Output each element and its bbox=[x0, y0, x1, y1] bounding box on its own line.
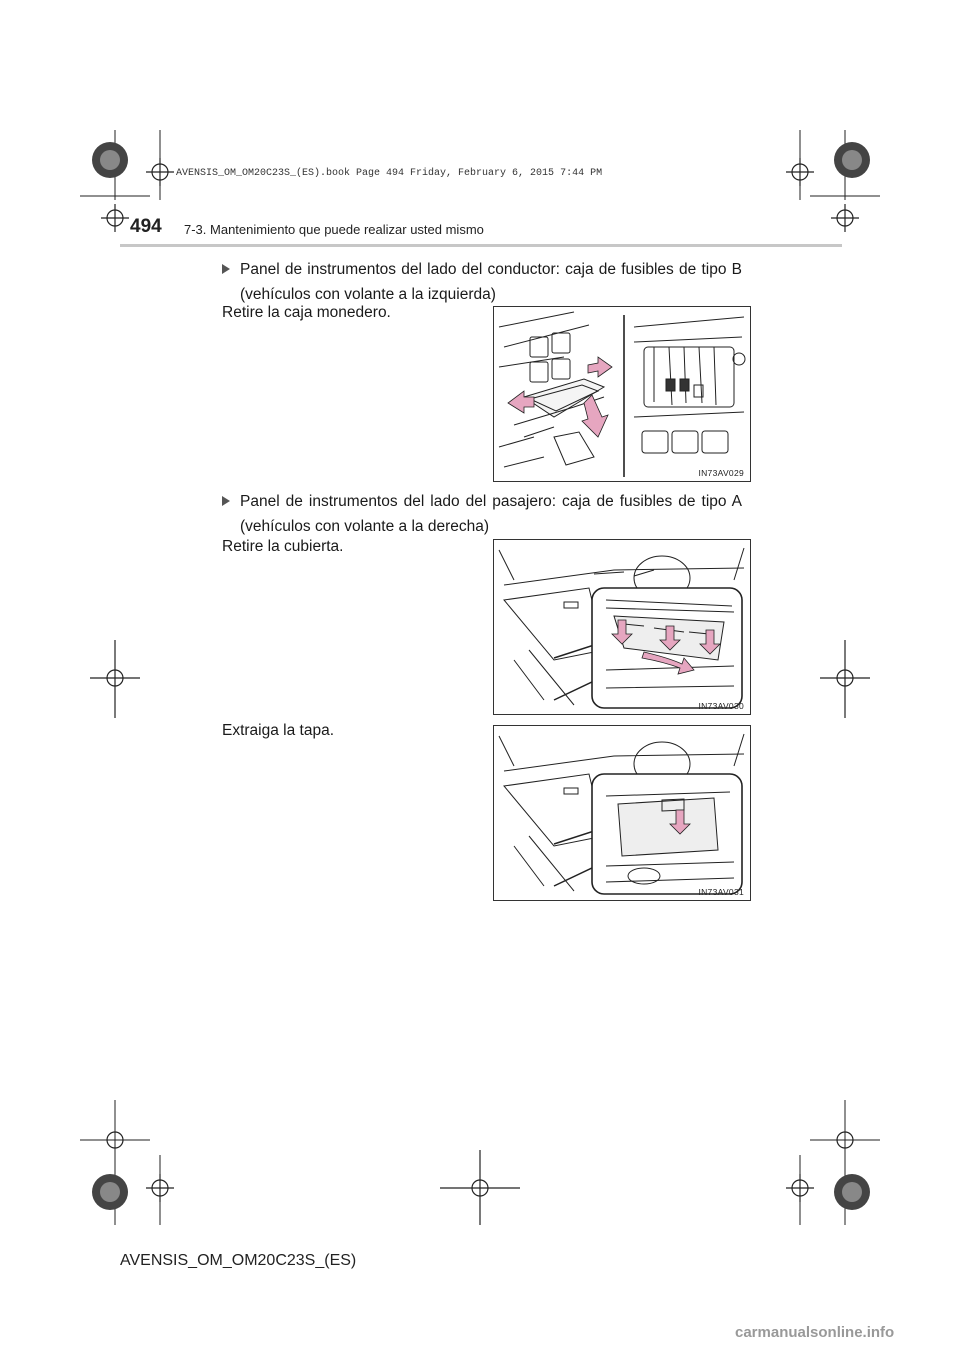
section-title: 7-3. Mantenimiento que puede realizar usted mismo bbox=[184, 222, 484, 237]
bullet-text: Panel de instrumentos del lado del pasajero: caja de fusibles de tipo A (vehículos con volante a la derecha) bbox=[240, 493, 742, 535]
step-remove-cover: Retire la cubierta. bbox=[222, 538, 344, 555]
figure-code: IN73AV030 bbox=[698, 701, 744, 711]
book-header: AVENSIS_OM_OM20C23S_(ES).book Page 494 Friday, February 6, 2015 7:44 PM bbox=[176, 168, 603, 179]
figure-driver-fuse-box bbox=[493, 306, 751, 482]
footer-doc-id: AVENSIS_OM_OM20C23S_(ES) bbox=[120, 1252, 357, 1269]
figure-drawing bbox=[494, 307, 750, 481]
page-number: 494 bbox=[130, 216, 162, 237]
triangle-bullet-icon bbox=[222, 264, 230, 274]
figure-drawing bbox=[494, 726, 750, 900]
figure-code: IN73AV031 bbox=[698, 887, 744, 897]
header-rule bbox=[120, 244, 842, 247]
step-remove-coin-box: Retire la caja monedero. bbox=[222, 304, 391, 321]
watermark: carmanualsonline.info bbox=[735, 1324, 895, 1341]
step-remove-lid: Extraiga la tapa. bbox=[222, 722, 335, 739]
bullet-driver-side bbox=[222, 257, 742, 307]
bullet-passenger-side bbox=[222, 489, 742, 539]
triangle-bullet-icon bbox=[222, 496, 230, 506]
figure-code: IN73AV029 bbox=[698, 468, 744, 478]
bullet-text: Panel de instrumentos del lado del conductor: caja de fusibles de tipo B (vehículos con volante a la izquierda) bbox=[240, 261, 742, 303]
figure-drawing bbox=[494, 540, 750, 714]
figure-passenger-lid bbox=[493, 725, 751, 901]
figure-passenger-cover bbox=[493, 539, 751, 715]
